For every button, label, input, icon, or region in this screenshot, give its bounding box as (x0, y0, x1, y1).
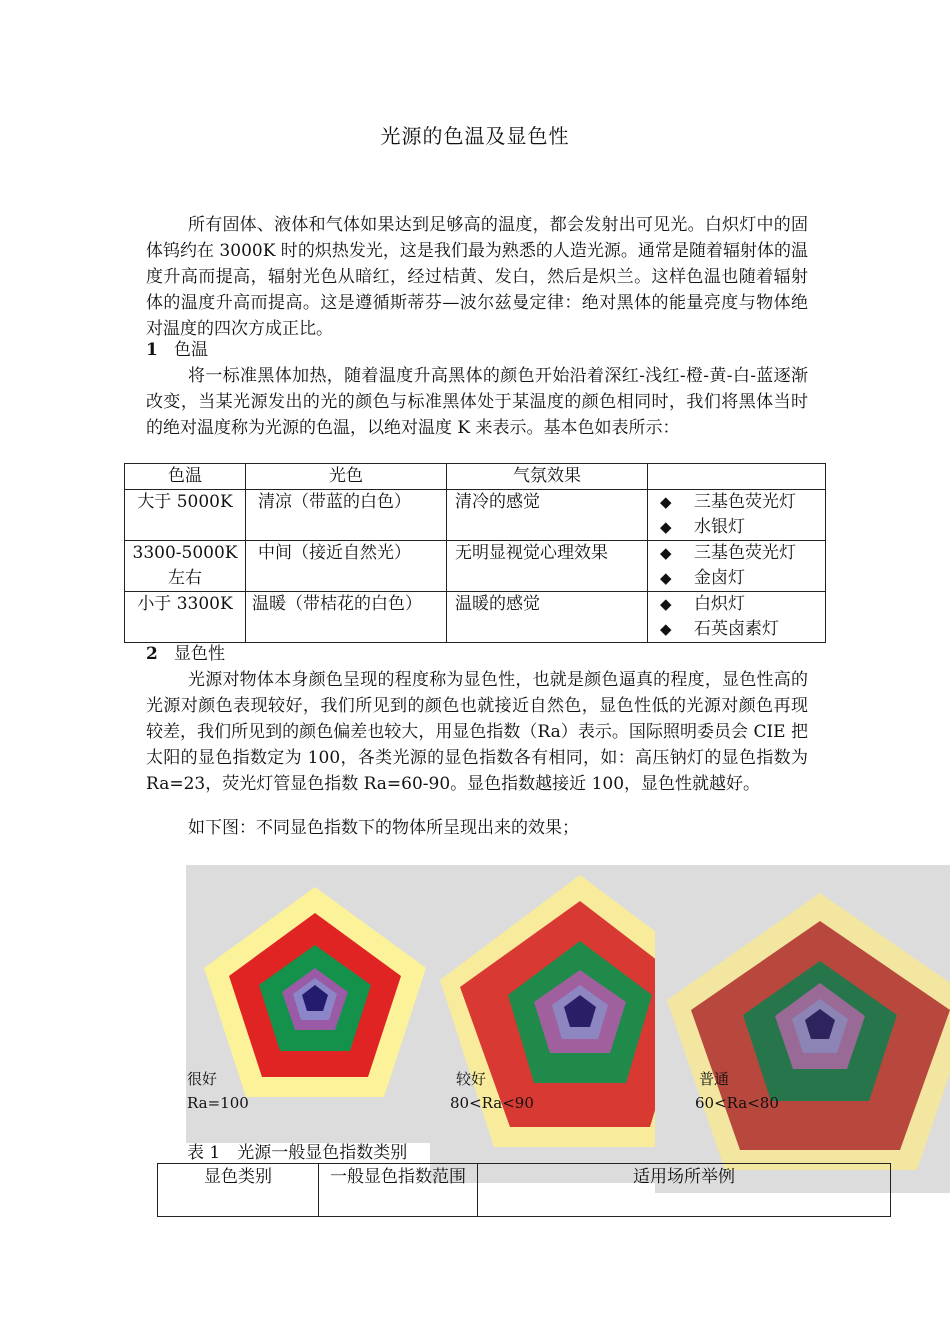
intro-paragraph: 所有固体、液体和气体如果达到足够高的温度，都会发射出可见光。白炽灯中的固体钨约在 3000K 时的炽热发光，这是我们最为熟悉的人造光源。通常是随着辐射体的温度升高而提高，辐射光色从暗红，经过桔黄、发白，然后是炽兰。这样色温也随着辐射体的温度升高而提高。这是遵循斯蒂芬—波尔兹曼定律：绝对黑体的能量亮度与物体绝对温度的四次方成正比。 (146, 215, 808, 339)
lamps-cell (648, 541, 826, 592)
ra-label: 80<Ra<90 (450, 1094, 534, 1112)
mood-cell: 无明显视觉心理效果 (447, 541, 648, 592)
section-heading-1 (146, 337, 208, 363)
table-row (125, 541, 826, 592)
temp-cell: 3300-5000K 左右 (125, 541, 246, 592)
lamps-cell (648, 592, 826, 643)
lamp-label: 三基色荧光灯 (694, 492, 796, 512)
pentagon-image (430, 865, 690, 1183)
section1-paragraph: 将一标准黑体加热，随着温度升高黑体的颜色开始沿着深红-浅红-橙-黄-白-蓝逐渐改变，当某光源发出的光的颜色与标准黑体处于某温度的颜色相同时，我们将黑体当时的绝对温度称为光源的色温，以绝对温度 K 来表示。基本色如表所示： (146, 366, 808, 438)
diamond-bullet-icon: ◆ (660, 493, 672, 511)
quality-label: 较好 (456, 1070, 487, 1088)
table-header-row (158, 1164, 891, 1217)
lamps-cell (648, 490, 826, 541)
diamond-bullet-icon: ◆ (660, 544, 672, 562)
lamp-label: 白炽灯 (694, 594, 745, 614)
diamond-bullet-icon: ◆ (660, 518, 672, 536)
lamp-label: 金卤灯 (694, 568, 745, 588)
ra-label: 60<Ra<80 (695, 1094, 779, 1112)
lamp-item (652, 515, 821, 540)
table-header-row (125, 464, 826, 490)
light-cell: 温暖（带桔花的白色） (246, 592, 447, 643)
lamp-label: 水银灯 (694, 517, 745, 537)
light-cell: 清凉（带蓝的白色） (246, 490, 447, 541)
mood-cell: 温暖的感觉 (447, 592, 648, 643)
header-cell: 气氛效果 (447, 464, 648, 490)
header-cell: 适用场所举例 (478, 1164, 891, 1217)
table-row (125, 592, 826, 643)
table1-caption: 表 1 光源一般显色指数类别 (187, 1143, 408, 1163)
section-number: 1 (146, 340, 158, 360)
diamond-bullet-icon: ◆ (660, 569, 672, 587)
color-rendering-figure-2 (430, 865, 690, 1183)
lamp-label: 三基色荧光灯 (694, 543, 796, 563)
ra-label: Ra=100 (187, 1094, 249, 1112)
lamp-item (652, 617, 821, 642)
header-cell: 显色类别 (158, 1164, 319, 1217)
diamond-bullet-icon: ◆ (660, 595, 672, 613)
mood-cell: 清冷的感觉 (447, 490, 648, 541)
figure-caption-1 (187, 1067, 249, 1115)
lamp-item (652, 541, 821, 566)
temp-cell: 大于 5000K (125, 490, 246, 541)
section-title: 色温 (174, 340, 208, 360)
diamond-bullet-icon: ◆ (660, 620, 672, 638)
lamp-item (652, 490, 821, 515)
header-cell: 色温 (125, 464, 246, 490)
color-temperature-table (124, 463, 826, 643)
header-cell (648, 464, 826, 490)
lamp-label: 石英卤素灯 (694, 619, 779, 639)
color-rendering-category-table (157, 1163, 891, 1217)
section-number: 2 (146, 644, 158, 664)
figure-caption-3 (695, 1067, 779, 1115)
header-cell: 光色 (246, 464, 447, 490)
header-cell: 一般显色指数范围 (319, 1164, 478, 1217)
section-title: 显色性 (174, 644, 225, 664)
section2-paragraph: 光源对物体本身颜色呈现的程度称为显色性，也就是颜色逼真的程度，显色性高的光源对颜色表现较好，我们所见到的颜色也就接近自然色，显色性低的光源对颜色再现较差，我们所见到的颜色偏差也较大，用显色指数（Ra）表示。国际照明委员会 CIE 把太阳的显色指数定为 100，各类光源的显色指数各有相同，如：高压钠灯的显色指数为 Ra=23，荧光灯管显色指数 Ra=60-90。显色指数越接近 100，显色性就越好。 (146, 670, 808, 794)
page-title: 光源的色温及显色性 (380, 124, 570, 148)
section-heading-2 (146, 641, 225, 667)
lamp-item (652, 592, 821, 617)
temp-cell: 小于 3300K (125, 592, 246, 643)
quality-label: 普通 (699, 1070, 730, 1088)
pentagon-image (655, 865, 950, 1193)
section2-paragraph-2: 如下图：不同显色指数下的物体所呈现出来的效果； (188, 818, 579, 838)
light-cell: 中间（接近自然光） (246, 541, 447, 592)
lamp-item (652, 566, 821, 591)
table-row (125, 490, 826, 541)
figure-caption-2 (450, 1067, 534, 1115)
color-rendering-figure-3 (655, 865, 950, 1193)
quality-label: 很好 (187, 1070, 218, 1088)
